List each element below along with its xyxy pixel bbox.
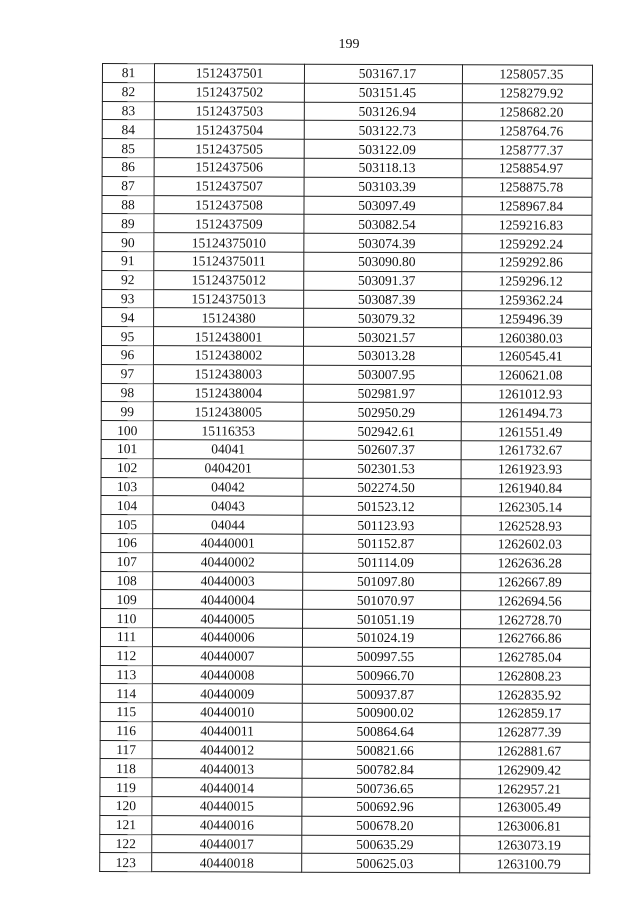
- x-coordinate-cell: 500997.55: [302, 647, 460, 666]
- table-row: [101, 609, 591, 630]
- table-row: [101, 364, 591, 385]
- table-row: [102, 64, 592, 85]
- x-coordinate-cell: 502301.53: [303, 459, 461, 478]
- table-row: [100, 815, 590, 836]
- y-coordinate-cell: 1263005.49: [460, 798, 590, 817]
- y-coordinate-cell: 1262305.14: [461, 497, 591, 516]
- point-id-cell: 1512437505: [154, 139, 304, 158]
- table-row: [101, 383, 591, 404]
- table-row: [102, 195, 592, 216]
- y-coordinate-cell: 1259296.12: [462, 272, 592, 291]
- table-row: [102, 157, 592, 178]
- row-index-cell: 110: [101, 609, 153, 628]
- point-id-cell: 1512437506: [154, 158, 304, 177]
- x-coordinate-cell: 500821.66: [302, 741, 460, 760]
- y-coordinate-cell: 1263073.19: [460, 835, 590, 854]
- x-coordinate-cell: 503021.57: [304, 327, 462, 346]
- table-row: [102, 251, 592, 272]
- point-id-cell: 40440006: [152, 628, 302, 647]
- row-index-cell: 86: [102, 157, 154, 176]
- row-index-cell: 116: [100, 721, 152, 740]
- table-row: [102, 214, 592, 235]
- x-coordinate-cell: 502950.29: [303, 403, 461, 422]
- x-coordinate-cell: 503126.94: [304, 102, 462, 121]
- x-coordinate-cell: 503097.49: [304, 196, 462, 215]
- y-coordinate-cell: 1259496.39: [462, 309, 592, 328]
- table-row: [102, 327, 592, 348]
- row-index-cell: 99: [101, 402, 153, 421]
- x-coordinate-cell: 500937.87: [302, 684, 460, 703]
- point-id-cell: 40440001: [153, 534, 303, 553]
- table-row: [100, 646, 590, 667]
- row-index-cell: 95: [102, 327, 154, 346]
- row-index-cell: 107: [101, 552, 153, 571]
- table-row: [102, 233, 592, 254]
- row-index-cell: 120: [100, 797, 152, 816]
- y-coordinate-cell: 1263100.79: [460, 854, 590, 873]
- table-row: [101, 439, 591, 460]
- table-body: [100, 64, 593, 874]
- point-id-cell: 04041: [153, 440, 303, 459]
- y-coordinate-cell: 1262667.89: [461, 572, 591, 591]
- table-row: [102, 289, 592, 310]
- row-index-cell: 98: [101, 383, 153, 402]
- row-index-cell: 111: [100, 627, 152, 646]
- x-coordinate-cell: 500736.65: [302, 778, 460, 797]
- x-coordinate-cell: 501114.09: [303, 553, 461, 572]
- coordinates-table-container: [99, 63, 592, 874]
- x-coordinate-cell: 500692.96: [302, 797, 460, 816]
- row-index-cell: 88: [102, 195, 154, 214]
- coordinates-table: [99, 63, 593, 874]
- x-coordinate-cell: 502981.97: [303, 384, 461, 403]
- table-row: [101, 552, 591, 573]
- row-index-cell: 97: [101, 364, 153, 383]
- point-id-cell: 40440015: [152, 797, 302, 816]
- table-row: [100, 627, 590, 648]
- y-coordinate-cell: 1262636.28: [461, 553, 591, 572]
- x-coordinate-cell: 503090.80: [304, 252, 462, 271]
- row-index-cell: 109: [101, 590, 153, 609]
- table-row: [100, 853, 590, 874]
- y-coordinate-cell: 1261551.49: [461, 422, 591, 441]
- point-id-cell: 04044: [153, 515, 303, 534]
- row-index-cell: 123: [100, 853, 152, 872]
- point-id-cell: 1512437504: [154, 120, 304, 139]
- row-index-cell: 115: [100, 703, 152, 722]
- y-coordinate-cell: 1261732.67: [461, 441, 591, 460]
- row-index-cell: 92: [102, 270, 154, 289]
- row-index-cell: 91: [102, 251, 154, 270]
- table-row: [101, 571, 591, 592]
- table-row: [100, 740, 590, 761]
- table-row: [101, 421, 591, 442]
- row-index-cell: 87: [102, 176, 154, 195]
- table-row: [102, 270, 592, 291]
- y-coordinate-cell: 1260380.03: [462, 328, 592, 347]
- y-coordinate-cell: 1260621.08: [461, 366, 591, 385]
- y-coordinate-cell: 1263006.81: [460, 817, 590, 836]
- page-number: 199: [338, 37, 360, 52]
- point-id-cell: 1512437502: [154, 82, 304, 101]
- point-id-cell: 40440017: [152, 834, 302, 853]
- row-index-cell: 94: [102, 308, 154, 327]
- y-coordinate-cell: 1261923.93: [461, 459, 591, 478]
- x-coordinate-cell: 503087.39: [304, 290, 462, 309]
- point-id-cell: 40440013: [152, 759, 302, 778]
- row-index-cell: 96: [101, 345, 153, 364]
- y-coordinate-cell: 1262602.03: [461, 535, 591, 554]
- row-index-cell: 118: [100, 759, 152, 778]
- x-coordinate-cell: 500900.02: [302, 703, 460, 722]
- table-row: [102, 176, 592, 197]
- x-coordinate-cell: 503074.39: [304, 233, 462, 252]
- y-coordinate-cell: 1258854.97: [462, 159, 592, 178]
- point-id-cell: 15124380: [154, 308, 304, 327]
- table-row: [102, 120, 592, 141]
- row-index-cell: 114: [100, 684, 152, 703]
- table-row: [101, 533, 591, 554]
- x-coordinate-cell: 502607.37: [303, 440, 461, 459]
- row-index-cell: 81: [102, 64, 154, 83]
- row-index-cell: 112: [100, 646, 152, 665]
- x-coordinate-cell: 503079.32: [304, 309, 462, 328]
- y-coordinate-cell: 1261012.93: [461, 384, 591, 403]
- table-row: [101, 458, 591, 479]
- table-row: [100, 721, 590, 742]
- point-id-cell: 40440002: [153, 552, 303, 571]
- row-index-cell: 122: [100, 834, 152, 853]
- x-coordinate-cell: 503103.39: [304, 177, 462, 196]
- y-coordinate-cell: 1262728.70: [461, 610, 591, 629]
- x-coordinate-cell: 501097.80: [303, 572, 461, 591]
- row-index-cell: 113: [100, 665, 152, 684]
- point-id-cell: 15116353: [153, 421, 303, 440]
- point-id-cell: 40440010: [152, 703, 302, 722]
- x-coordinate-cell: 503122.73: [304, 121, 462, 140]
- table-row: [102, 101, 592, 122]
- point-id-cell: 40440008: [152, 665, 302, 684]
- point-id-cell: 1512438004: [153, 383, 303, 402]
- x-coordinate-cell: 500635.29: [302, 835, 460, 854]
- y-coordinate-cell: 1259292.24: [462, 234, 592, 253]
- row-index-cell: 90: [102, 233, 154, 252]
- row-index-cell: 82: [102, 82, 154, 101]
- row-index-cell: 105: [101, 515, 153, 534]
- point-id-cell: 04042: [153, 477, 303, 496]
- y-coordinate-cell: 1262909.42: [460, 760, 590, 779]
- y-coordinate-cell: 1258279.92: [462, 84, 592, 103]
- row-index-cell: 93: [102, 289, 154, 308]
- x-coordinate-cell: 501123.93: [303, 515, 461, 534]
- x-coordinate-cell: 500678.20: [302, 816, 460, 835]
- y-coordinate-cell: 1262859.17: [460, 704, 590, 723]
- point-id-cell: 0404201: [153, 458, 303, 477]
- table-row: [101, 345, 591, 366]
- y-coordinate-cell: 1258682.20: [462, 102, 592, 121]
- y-coordinate-cell: 1258057.35: [462, 65, 592, 84]
- table-row: [100, 759, 590, 780]
- x-coordinate-cell: 501024.19: [302, 628, 460, 647]
- x-coordinate-cell: 502942.61: [303, 421, 461, 440]
- y-coordinate-cell: 1258967.84: [462, 196, 592, 215]
- point-id-cell: 40440011: [152, 722, 302, 741]
- y-coordinate-cell: 1258875.78: [462, 178, 592, 197]
- row-index-cell: 121: [100, 815, 152, 834]
- row-index-cell: 103: [101, 477, 153, 496]
- y-coordinate-cell: 1262785.04: [460, 647, 590, 666]
- x-coordinate-cell: 500625.03: [302, 854, 460, 873]
- point-id-cell: 40440004: [153, 590, 303, 609]
- y-coordinate-cell: 1262766.86: [460, 629, 590, 648]
- y-coordinate-cell: 1258777.37: [462, 140, 592, 159]
- y-coordinate-cell: 1262877.39: [460, 723, 590, 742]
- x-coordinate-cell: 501523.12: [303, 497, 461, 516]
- table-row: [100, 684, 590, 705]
- point-id-cell: 04043: [153, 496, 303, 515]
- x-coordinate-cell: 503082.54: [304, 215, 462, 234]
- point-id-cell: 1512438001: [154, 327, 304, 346]
- point-id-cell: 40440014: [152, 778, 302, 797]
- x-coordinate-cell: 500966.70: [302, 666, 460, 685]
- row-index-cell: 117: [100, 740, 152, 759]
- row-index-cell: 83: [102, 101, 154, 120]
- x-coordinate-cell: 501070.97: [303, 591, 461, 610]
- y-coordinate-cell: 1259362.24: [462, 290, 592, 309]
- point-id-cell: 1512437507: [154, 176, 304, 195]
- y-coordinate-cell: 1262881.67: [460, 741, 590, 760]
- point-id-cell: 1512438003: [153, 364, 303, 383]
- row-index-cell: 84: [102, 120, 154, 139]
- x-coordinate-cell: 503122.09: [304, 139, 462, 158]
- row-index-cell: 104: [101, 496, 153, 515]
- row-index-cell: 85: [102, 139, 154, 158]
- point-id-cell: 40440016: [152, 816, 302, 835]
- y-coordinate-cell: 1262957.21: [460, 779, 590, 798]
- table-row: [100, 703, 590, 724]
- y-coordinate-cell: 1262694.56: [461, 591, 591, 610]
- table-row: [102, 308, 592, 329]
- point-id-cell: 1512438002: [153, 346, 303, 365]
- y-coordinate-cell: 1261494.73: [461, 403, 591, 422]
- point-id-cell: 1512437503: [154, 101, 304, 120]
- point-id-cell: 40440003: [153, 571, 303, 590]
- point-id-cell: 1512437501: [154, 64, 304, 83]
- point-id-cell: 40440018: [152, 853, 302, 872]
- x-coordinate-cell: 503151.45: [304, 83, 462, 102]
- point-id-cell: 1512438005: [153, 402, 303, 421]
- x-coordinate-cell: 500864.64: [302, 722, 460, 741]
- table-row: [101, 402, 591, 423]
- x-coordinate-cell: 503118.13: [304, 158, 462, 177]
- x-coordinate-cell: 501051.19: [303, 609, 461, 628]
- point-id-cell: 15124375012: [154, 270, 304, 289]
- table-row: [100, 797, 590, 818]
- table-row: [102, 82, 592, 103]
- x-coordinate-cell: 503167.17: [304, 64, 462, 83]
- x-coordinate-cell: 503091.37: [304, 271, 462, 290]
- x-coordinate-cell: 502274.50: [303, 478, 461, 497]
- y-coordinate-cell: 1261940.84: [461, 478, 591, 497]
- point-id-cell: 40440005: [153, 609, 303, 628]
- point-id-cell: 15124375010: [154, 233, 304, 252]
- row-index-cell: 102: [101, 458, 153, 477]
- table-row: [101, 590, 591, 611]
- point-id-cell: 40440009: [152, 684, 302, 703]
- table-row: [101, 515, 591, 536]
- x-coordinate-cell: 501152.87: [303, 534, 461, 553]
- table-row: [102, 139, 592, 160]
- x-coordinate-cell: 503013.28: [303, 346, 461, 365]
- row-index-cell: 100: [101, 421, 153, 440]
- point-id-cell: 1512437508: [154, 195, 304, 214]
- x-coordinate-cell: 503007.95: [303, 365, 461, 384]
- y-coordinate-cell: 1262528.93: [461, 516, 591, 535]
- row-index-cell: 89: [102, 214, 154, 233]
- y-coordinate-cell: 1262808.23: [460, 666, 590, 685]
- y-coordinate-cell: 1258764.76: [462, 121, 592, 140]
- y-coordinate-cell: 1260545.41: [461, 347, 591, 366]
- point-id-cell: 1512437509: [154, 214, 304, 233]
- row-index-cell: 119: [100, 778, 152, 797]
- table-row: [100, 834, 590, 855]
- y-coordinate-cell: 1259216.83: [462, 215, 592, 234]
- point-id-cell: 15124375013: [154, 289, 304, 308]
- table-row: [100, 665, 590, 686]
- point-id-cell: 40440012: [152, 740, 302, 759]
- y-coordinate-cell: 1262835.92: [460, 685, 590, 704]
- table-row: [100, 778, 590, 799]
- row-index-cell: 108: [101, 571, 153, 590]
- row-index-cell: 101: [101, 439, 153, 458]
- table-row: [101, 477, 591, 498]
- x-coordinate-cell: 500782.84: [302, 760, 460, 779]
- table-row: [101, 496, 591, 517]
- row-index-cell: 106: [101, 533, 153, 552]
- point-id-cell: 40440007: [152, 646, 302, 665]
- y-coordinate-cell: 1259292.86: [462, 253, 592, 272]
- point-id-cell: 15124375011: [154, 252, 304, 271]
